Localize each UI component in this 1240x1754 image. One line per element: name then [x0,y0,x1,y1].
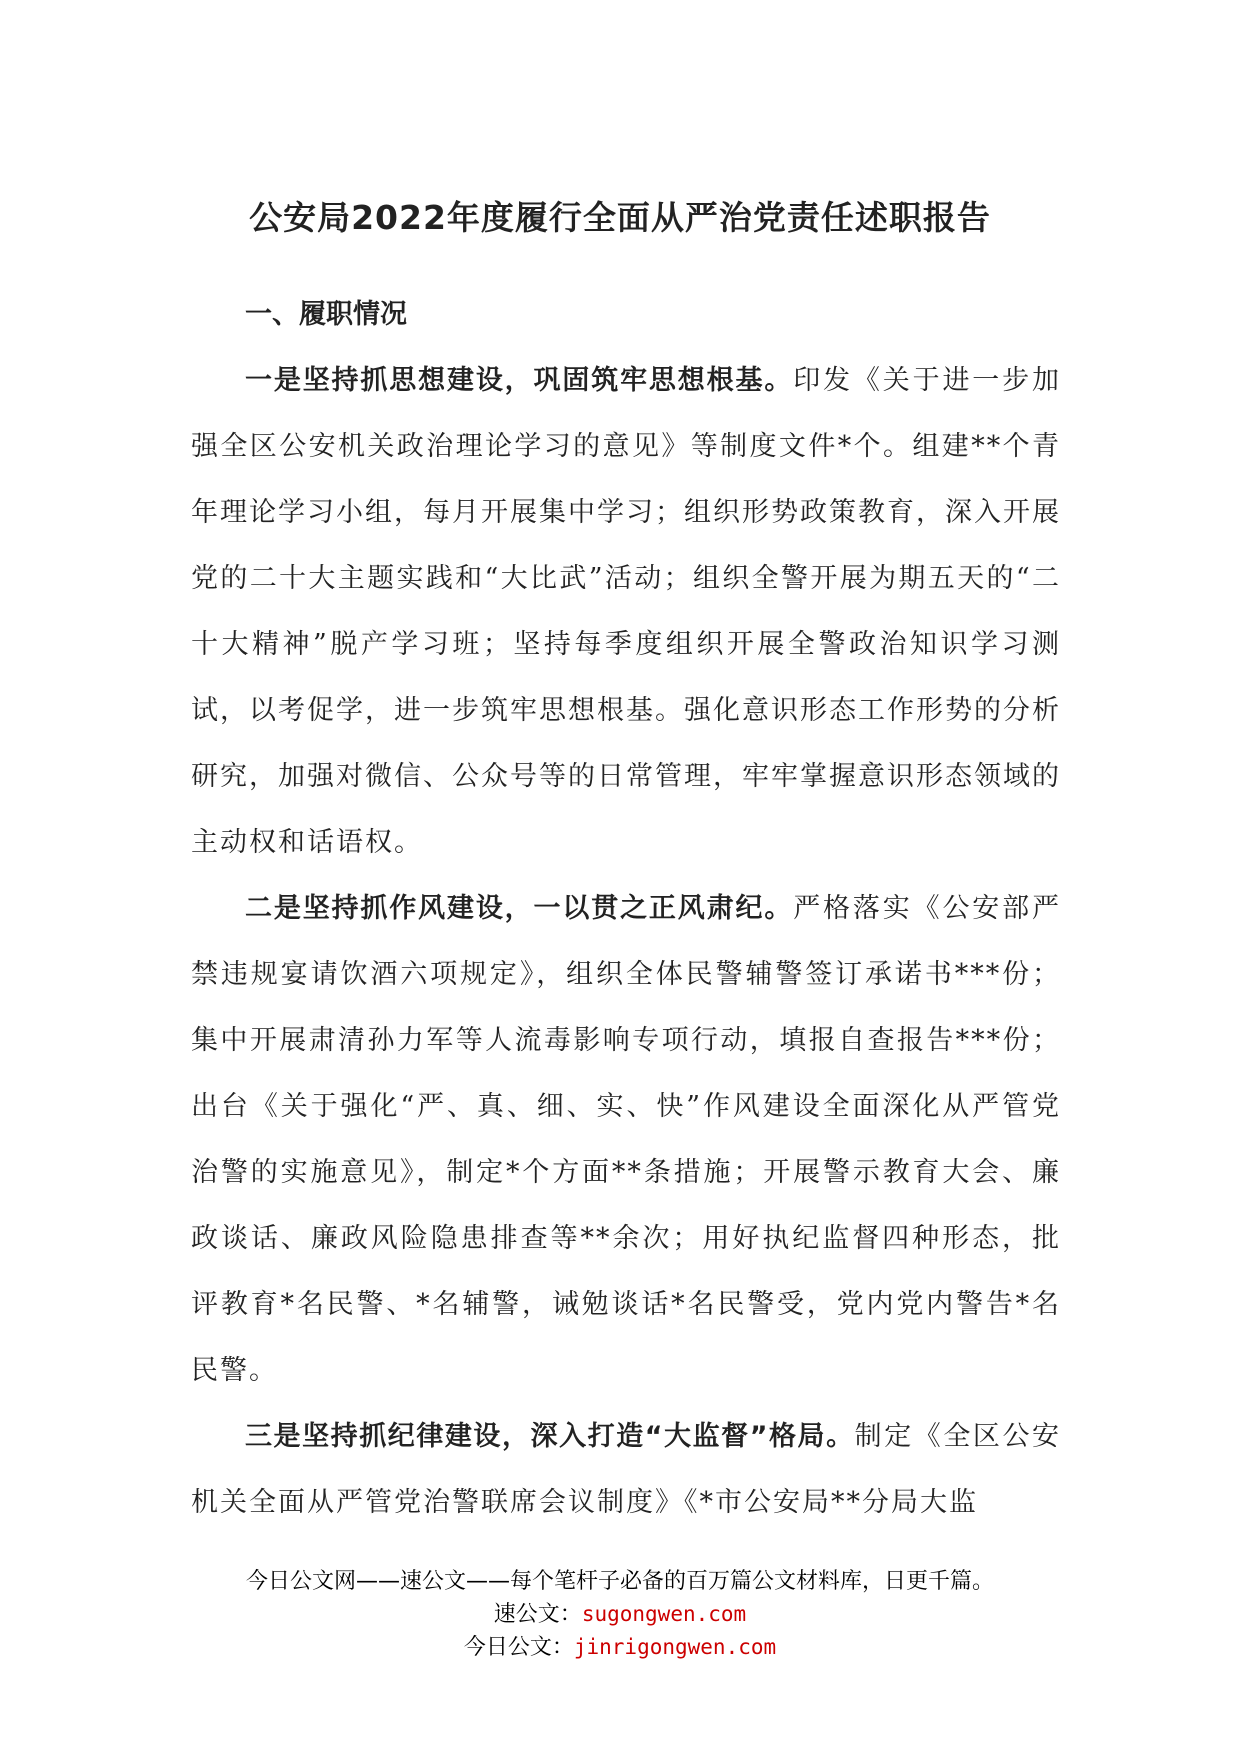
footer-line-sugongwen [0,1598,1240,1631]
paragraph-2-lead: 二是坚持抓作风建设，一以贯之正风肃纪。 [245,893,794,924]
paragraph-2-text: 严格落实《公安部严禁违规宴请饮酒六项规定》，组织全体民警辅警签订承诺书***份；集中开展肃清孙力军等人流毒影响专项行动，填报自查报告***份；出台《关于强化“严、真、细、实、快”作风建设全面深化从严管党治警的实施意见》，制定*个方面**条措施；开展警示教育大会、廉政谈话、廉政风险隐患排查等**余次；用好执纪监督四种形态，批评教育*名民警、*名辅警，诫勉谈话*名民警受，党内党内警告*名民警。 [191,893,1062,1386]
paragraph-1-lead: 一是坚持抓思想建设，巩固筑牢思想根基。 [245,365,794,396]
footer-line-jinrigongwen [0,1631,1240,1664]
footer-jinrigongwen-link[interactable]: jinrigongwen.com [573,1635,777,1659]
document-title: 公安局2022年度履行全面从严治党责任述职报告 [249,198,991,237]
footer-jinrigongwen-label: 今日公文： [463,1635,574,1660]
footer-sugongwen-label: 速公文： [493,1602,582,1627]
section-heading: 一、履职情况 [245,299,407,330]
paragraph-1 [191,348,1061,876]
footer-sugongwen-link[interactable]: sugongwen.com [581,1602,747,1626]
paragraph-3 [191,1404,1061,1536]
paragraph-1-text: 印发《关于进一步加强全区公安机关政治理论学习的意见》等制度文件*个。组建**个青年理论学习小组，每月开展集中学习；组织形势政策教育，深入开展党的二十大主题实践和“大比武”活动；组织全警开展为期五天的“二十大精神”脱产学习班；坚持每季度组织开展全警政治知识学习测试，以考促学，进一步筑牢思想根基。强化意识形态工作形势的分析研究，加强对微信、公众号等的日常管理，牢牢掌握意识形态领域的主动权和话语权。 [191,365,1062,858]
paragraph-2 [191,876,1061,1404]
paragraph-3-text: 制定《全区公安机关全面从严管党治警联席会议制度》《*市公安局**分局大监 [191,1421,1061,1518]
footer-tagline: 今日公文网——速公文——每个笔杆子必备的百万篇公文材料库，日更千篇。 [245,1569,994,1594]
paragraph-3-lead: 三是坚持抓纪律建设，深入打造“大监督”格局。 [245,1421,855,1452]
document-body [191,282,1061,1536]
page-footer [0,1565,1240,1664]
